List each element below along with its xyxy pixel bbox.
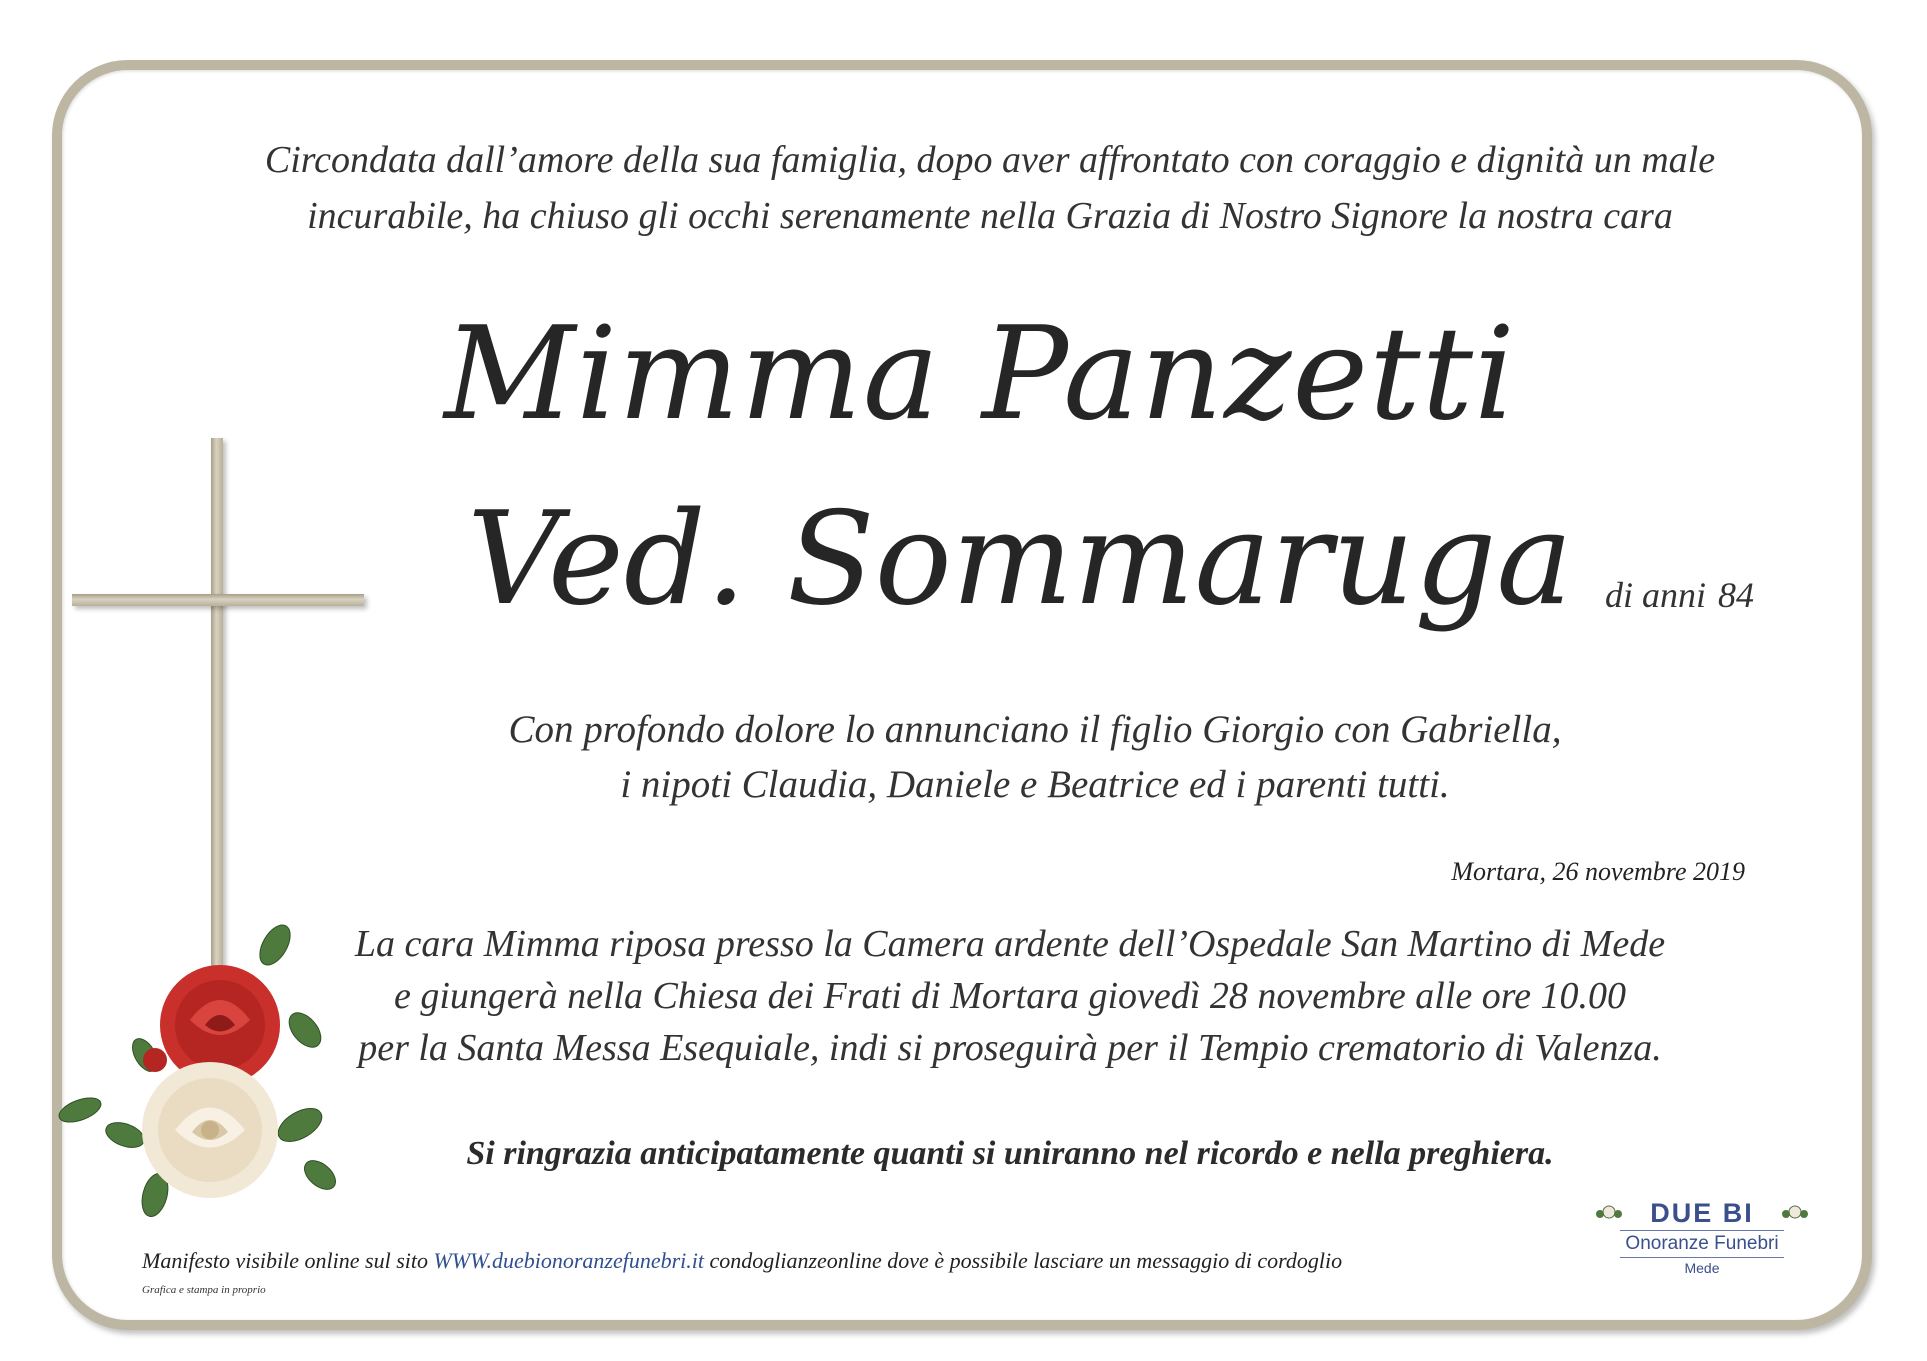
logo-subtitle: Onoranze Funebri: [1625, 1233, 1779, 1254]
footer-prefix: Manifesto visibile online sul sito: [142, 1248, 428, 1273]
intro-text: [200, 132, 1780, 244]
announcement-line-1: Con profondo dolore lo annunciano il figlio Giorgio con Gabriella,: [508, 708, 1562, 751]
age-label: di anni: [1605, 575, 1707, 615]
print-credit: Grafica e stampa in proprio: [142, 1284, 266, 1296]
logo-divider: [1620, 1257, 1784, 1258]
funeral-home-logo: [1592, 1198, 1812, 1288]
logo-town: Mede: [1684, 1260, 1720, 1276]
deceased-married-name: Ved. Sommaruga: [467, 485, 1573, 634]
age-value: 84: [1718, 575, 1755, 615]
announcement-text: [440, 702, 1630, 812]
intro-line-1: Circondata dall’amore della sua famiglia, dopo aver affrontato con coraggio e dignità un male: [264, 139, 1716, 181]
flower-icon: [1594, 1200, 1624, 1224]
thanks-text: Si ringrazia anticipatamente quanti si uniranno nel ricordo e nella preghiera.: [466, 1135, 1554, 1172]
place-date: Mortara, 26 novembre 2019: [1451, 857, 1745, 886]
deceased-name: Mimma Panzetti: [444, 300, 1516, 449]
website-link[interactable]: WWW.duebionoranzefunebri.it: [433, 1248, 704, 1273]
footer-suffix: condoglianzeonline dove è possibile lasciare un messaggio di cordoglio: [709, 1248, 1343, 1273]
roses-icon: [50, 920, 350, 1240]
cross-horizontal-bar: [72, 594, 364, 606]
logo-divider: [1620, 1230, 1784, 1231]
announcement-line-2: i nipoti Claudia, Daniele e Beatrice ed i parenti tutti.: [620, 763, 1450, 806]
footer-text: [142, 1248, 1342, 1274]
flower-icon: [1780, 1200, 1810, 1224]
age-text: [1605, 574, 1754, 616]
intro-line-2: incurabile, ha chiuso gli occhi serenamente nella Grazia di Nostro Signore la nostra cara: [307, 195, 1673, 237]
details-line-2: e giungerà nella Chiesa dei Frati di Mortara giovedì 28 novembre alle ore 10.00: [394, 975, 1626, 1017]
funeral-details: [320, 918, 1700, 1074]
logo-title: DUE BI: [1650, 1198, 1754, 1228]
details-line-3: per la Santa Messa Esequiale, indi si proseguirà per il Tempio crematorio di Valenza.: [358, 1027, 1662, 1069]
cross-vertical-bar: [211, 438, 223, 993]
details-line-1: La cara Mimma riposa presso la Camera ardente dell’Ospedale San Martino di Mede: [354, 923, 1666, 965]
